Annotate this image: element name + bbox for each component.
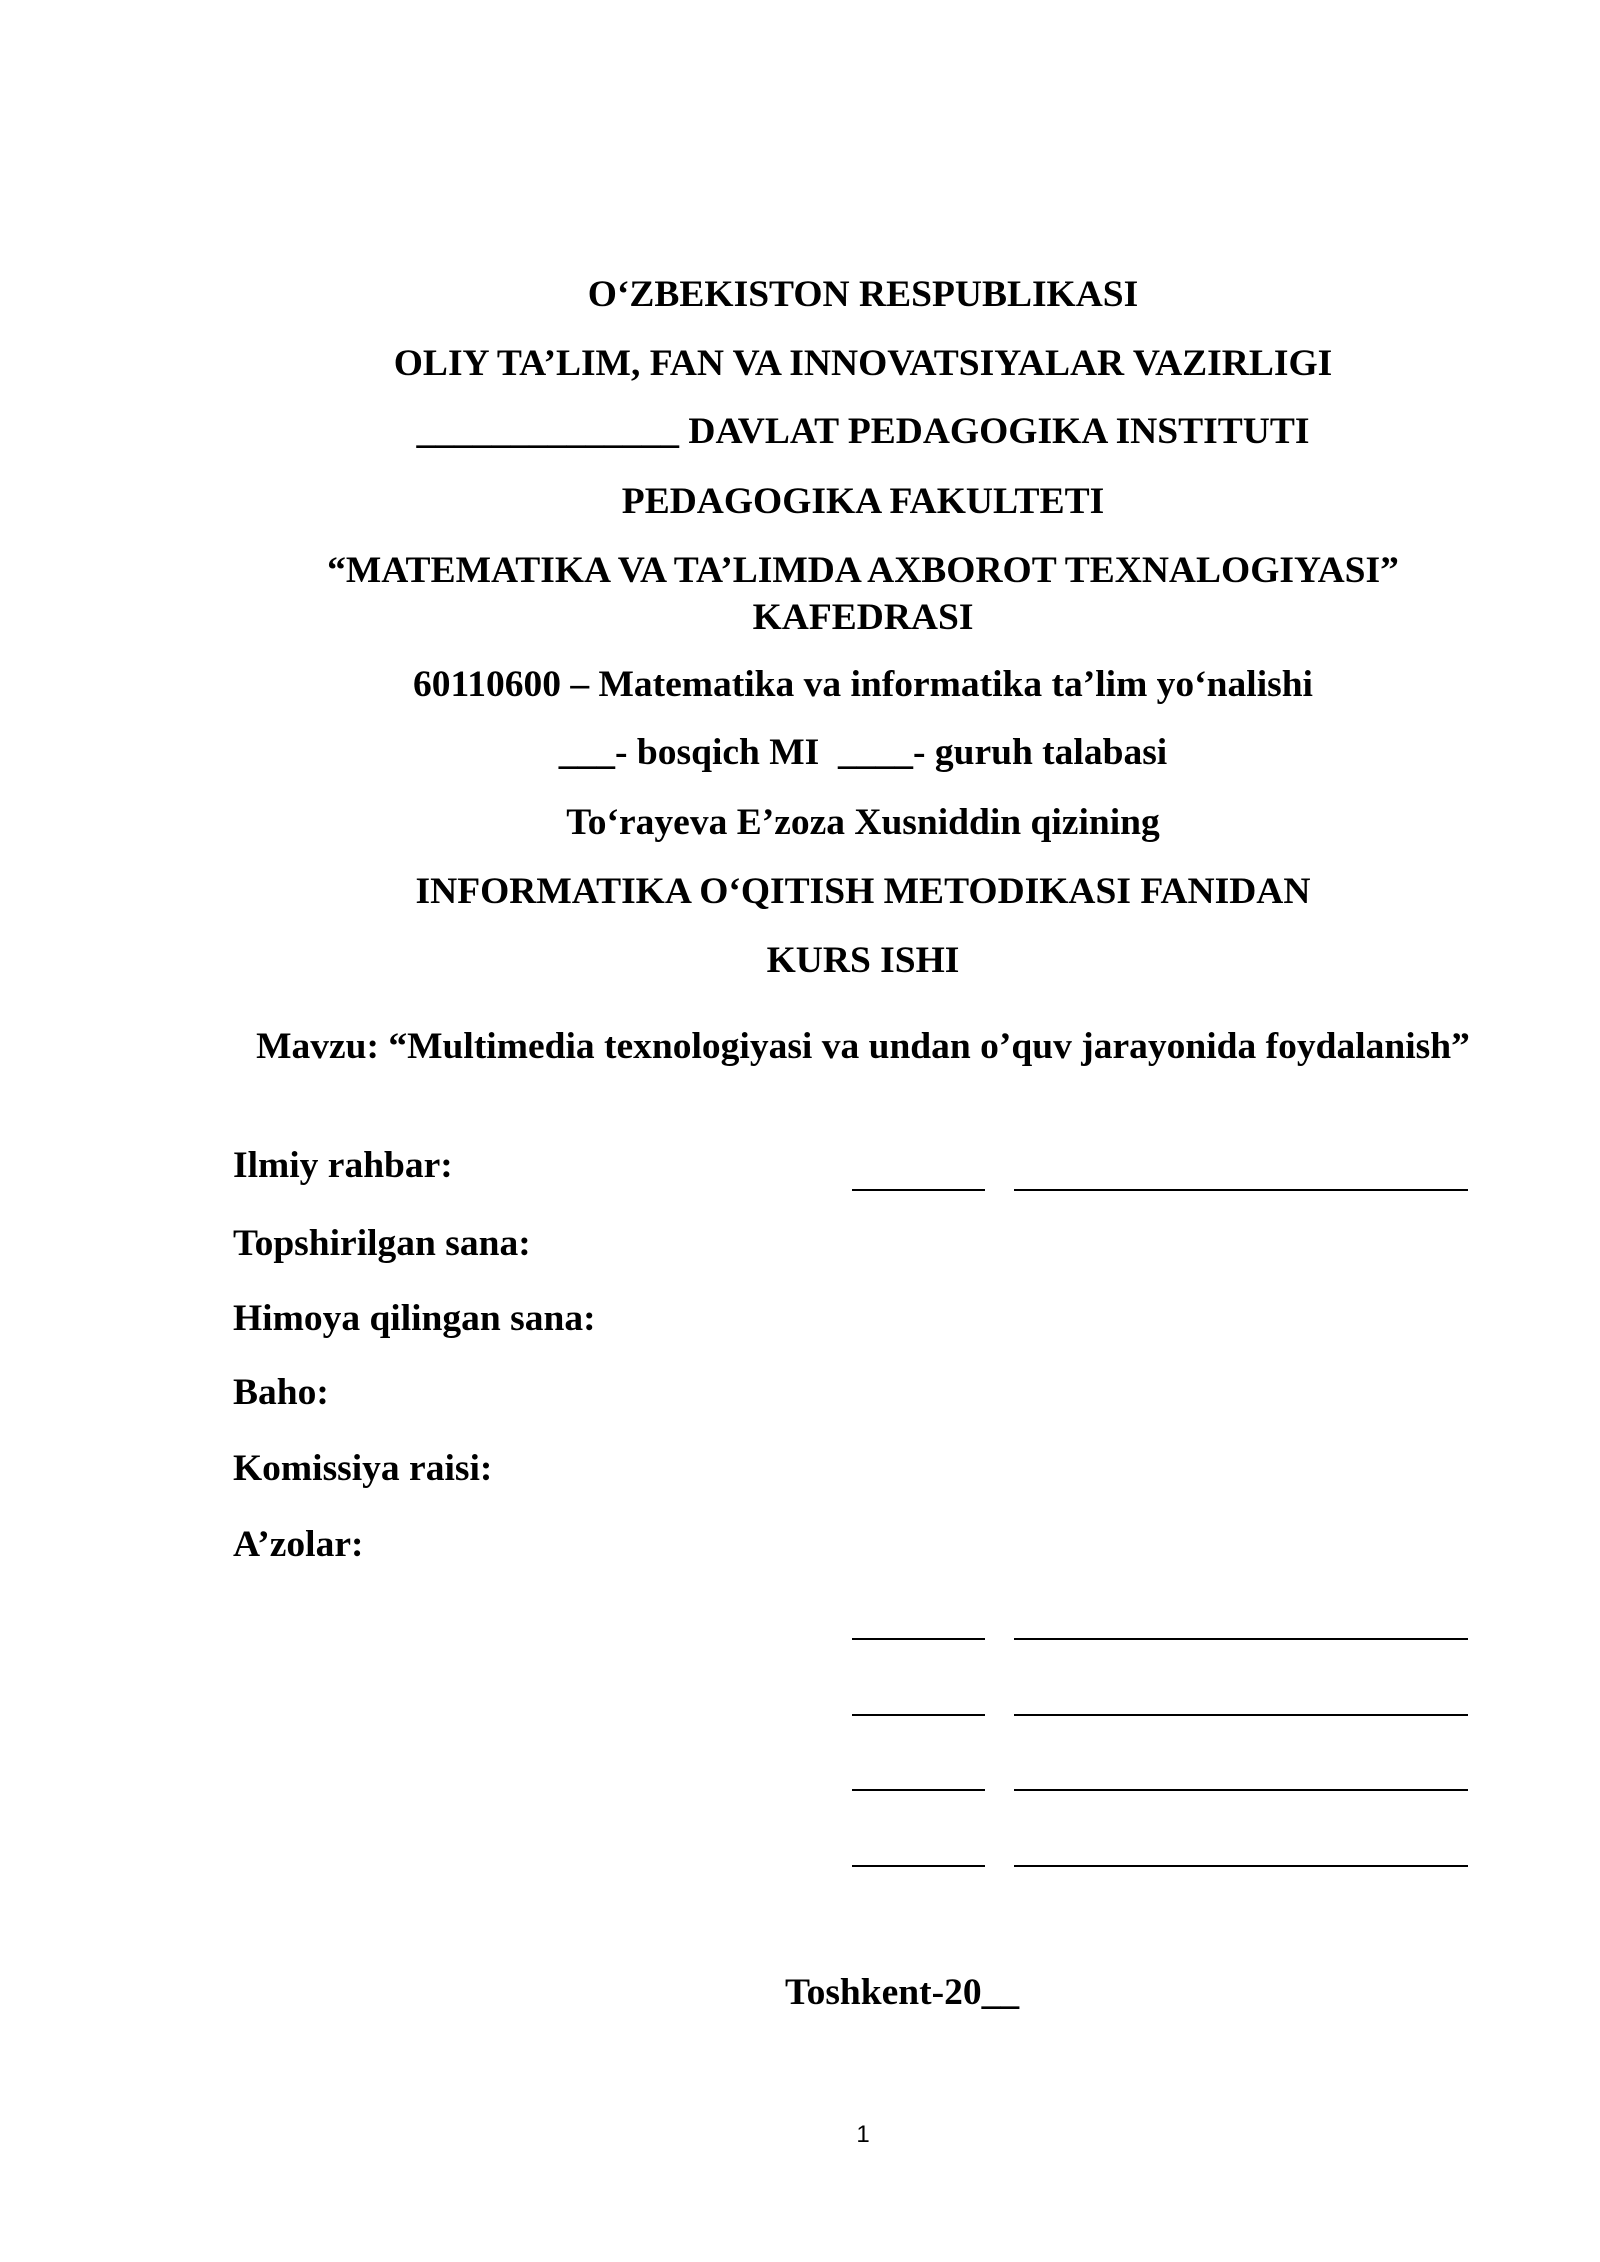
member-signature-line	[852, 1714, 985, 1716]
member-name-line	[1014, 1714, 1468, 1716]
faculty-heading: PEDAGOGIKA FAKULTETI	[621, 481, 1105, 522]
ministry-heading: OLIY TA’LIM, FAN VA INNOVATSIYALAR VAZIRLIGI	[393, 343, 1333, 384]
members-label: A’zolar:	[233, 1524, 364, 1565]
page-number: 1	[856, 2121, 870, 2148]
country-heading: O‘ZBEKISTON RESPUBLIKASI	[587, 274, 1139, 315]
member-signature-line	[852, 1789, 985, 1791]
study-direction: 60110600 – Matematika va informatika ta’lim yo‘nalishi	[413, 664, 1313, 705]
department-heading: “MATEMATIKA VA TA’LIMDA AXBOROT TEXNALOGIYASI” KAFEDRASI	[327, 550, 1399, 638]
supervisor-signature-line	[852, 1189, 985, 1191]
member-signature-line	[852, 1865, 985, 1867]
member-name-line	[1014, 1638, 1468, 1640]
member-signature-line	[852, 1638, 985, 1640]
work-type-title: KURS ISHI	[766, 940, 960, 981]
student-name: To‘rayeva E’zoza Xusniddin qizining	[566, 802, 1160, 843]
defense-date-label: Himoya qilingan sana:	[233, 1298, 596, 1339]
member-name-line	[1014, 1789, 1468, 1791]
city-year: Toshkent-20__	[785, 1972, 1020, 2013]
submitted-date-label: Topshirilgan sana:	[233, 1223, 531, 1264]
subject-heading: INFORMATIKA O‘QITISH METODIKASI FANIDAN	[415, 871, 1311, 912]
supervisor-name-line	[1014, 1189, 1468, 1191]
supervisor-label: Ilmiy rahbar:	[233, 1145, 453, 1186]
institute-heading: ______________ DAVLAT PEDAGOGIKA INSTITUTI	[416, 411, 1310, 452]
grade-label: Baho:	[233, 1372, 329, 1413]
member-name-line	[1014, 1865, 1468, 1867]
commission-chair-label: Komissiya raisi:	[233, 1448, 493, 1489]
course-group-line: ___- bosqich MI ____- guruh talabasi	[558, 732, 1168, 773]
work-topic: Mavzu: “Multimedia texnologiyasi va undan o’quv jarayonida foydalanish”	[256, 1026, 1470, 1067]
